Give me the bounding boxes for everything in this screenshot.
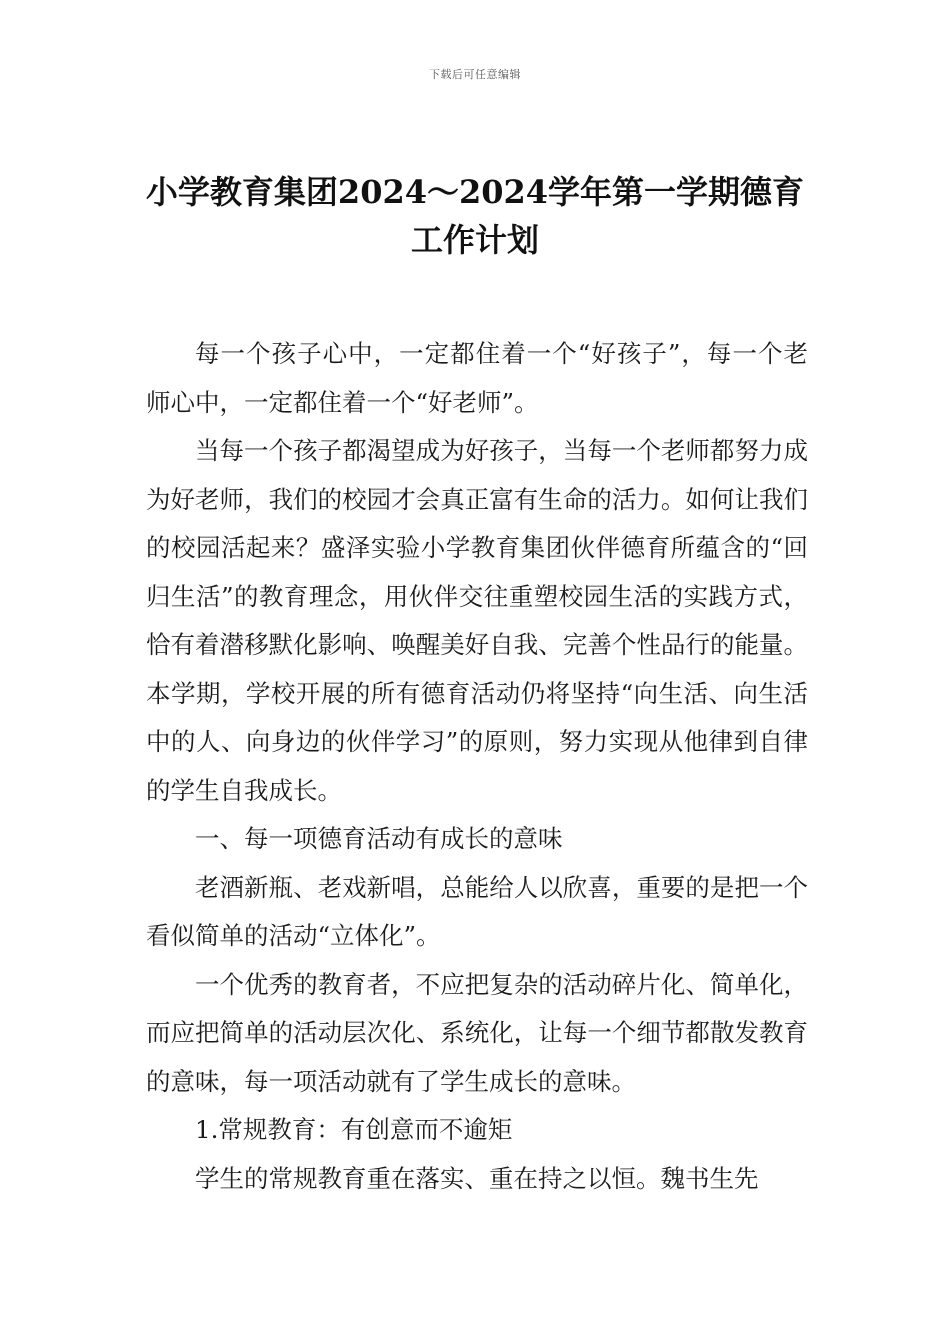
document-title: 小学教育集团2024～2024学年第一学期德育工作计划	[145, 173, 805, 259]
paragraph: 当每一个孩子都渴望成为好孩子，当每一个老师都努力成为好老师，我们的校园才会真正富有生命的活力。如何让我们的校园活起来？盛泽实验小学教育集团伙伴德育所蕴含的“回归生活”的教育理念，用伙伴交往重塑校园生活的实践方式，恰有着潜移默化影响、唤醒美好自我、完善个性品行的能量。本学期，学校开展的所有德育活动仍将坚持“向生活、向生活中的人、向身边的伙伴学习”的原则，努力实现从他律到自律的学生自我成长。	[146, 436, 808, 805]
paragraph: 一个优秀的教育者，不应把复杂的活动碎片化、简单化，而应把简单的活动层次化、系统化，让每一个细节都散发教育的意味，每一项活动就有了学生成长的意味。	[146, 969, 808, 1096]
paragraph: 学生的常规教育重在落实、重在持之以恒。魏书生先	[195, 1163, 759, 1193]
header-note: 下载后可任意编辑	[429, 68, 521, 81]
paragraph: 老酒新瓶、老戏新唱，总能给人以欣喜，重要的是把一个看似简单的活动“立体化”。	[146, 872, 808, 950]
subsection-heading: 1.常规教育：有创意而不逾矩	[195, 1115, 513, 1144]
paragraph: 每一个孩子心中，一定都住着一个“好孩子”，每一个老师心中，一定都住着一个“好老师”。	[146, 339, 808, 417]
document-body	[146, 330, 808, 1203]
section-heading: 一、每一项德育活动有成长的意味	[195, 824, 563, 853]
